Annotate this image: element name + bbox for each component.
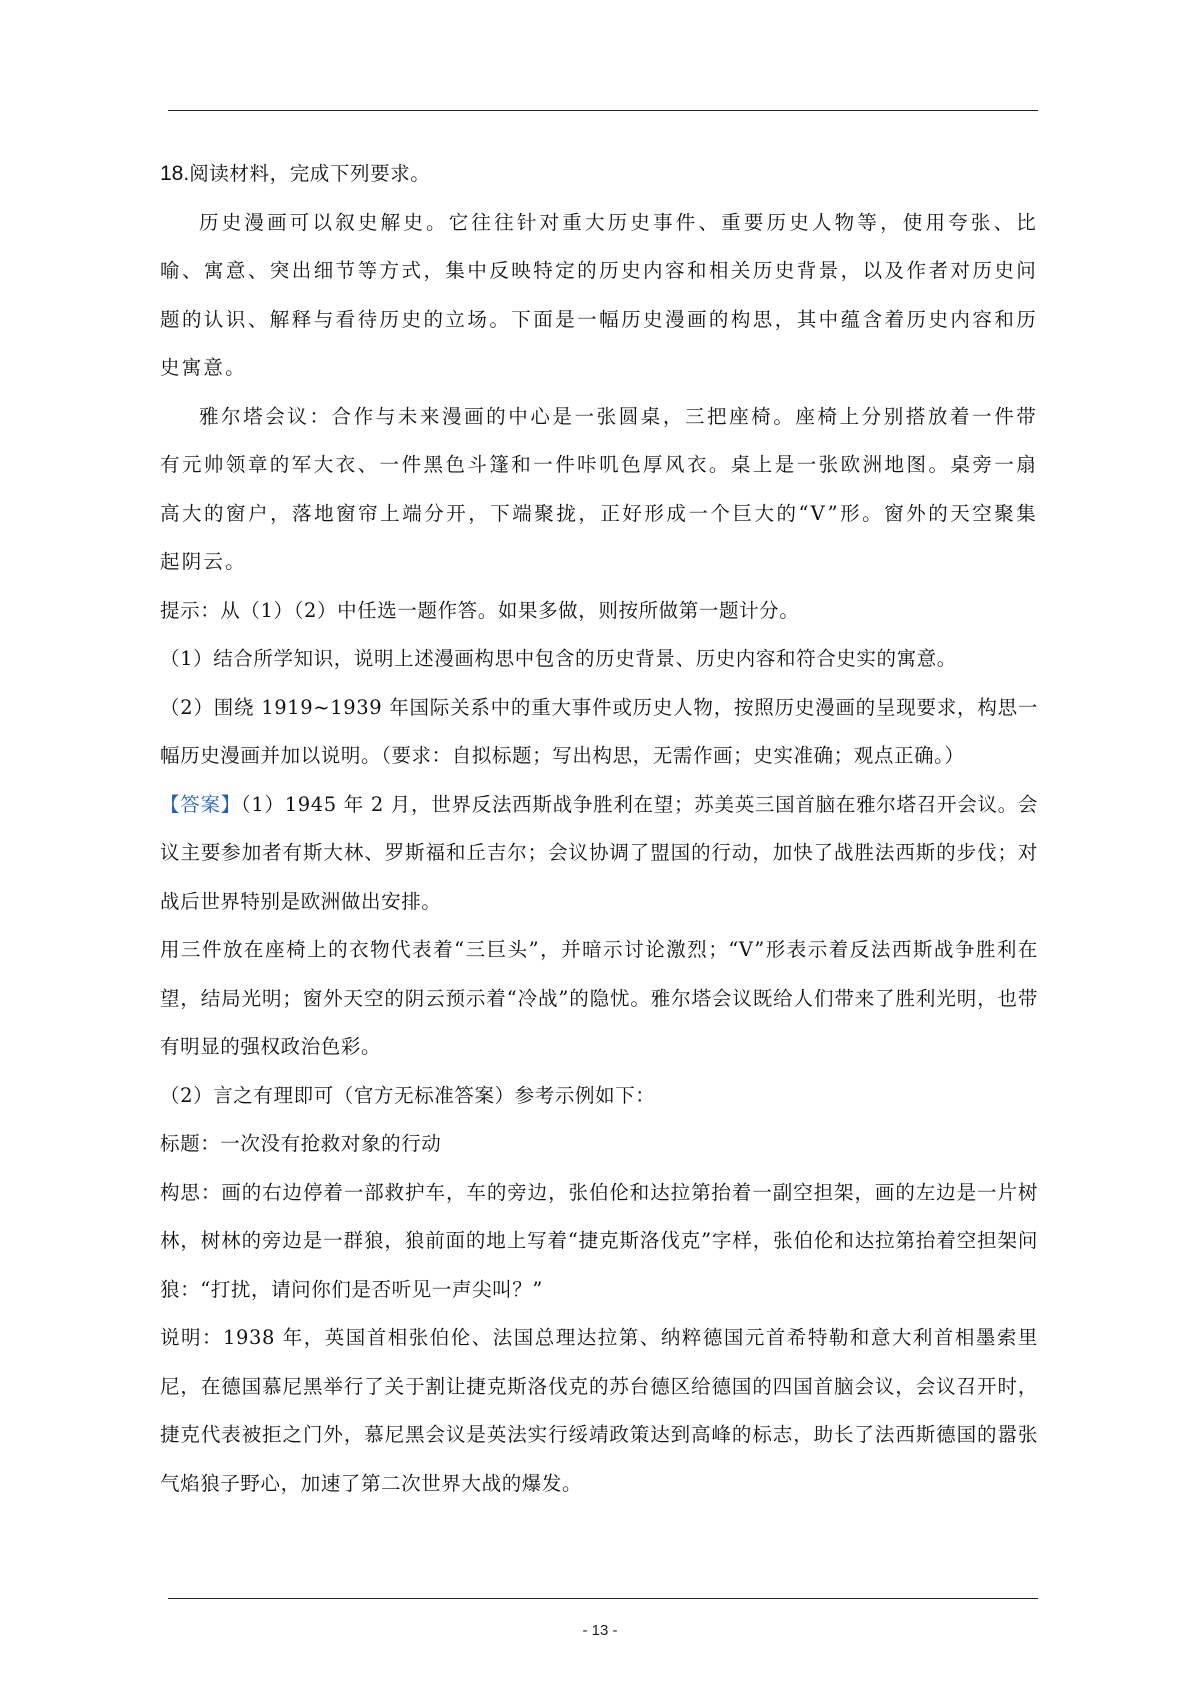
answer-explanation: 说明：1938 年，英国首相张伯伦、法国总理达拉第、纳粹德国元首希特勒和意大利首相墨索里尼，在德国慕尼黑举行了关于割让捷克斯洛伐克的苏台德区给德国的四国首脑会议，会议召开时，捷克代表被拒之门外，慕尼黑会议是英法实行绥靖政策达到高峰的标志，助长了法西斯德国的嚣张气焰狼子野心，加速了第二次世界大战的爆发。 (160, 1326, 1038, 1495)
material-paragraph-2: 雅尔塔会议：合作与未来漫画的中心是一张圆桌，三把座椅。座椅上分别搭放着一件带有元帅领章的军大衣、一件黑色斗篷和一件咔叽色厚风衣。桌上是一张欧洲地图。桌旁一扇高大的窗户，落地窗帘上端分开，下端聚拢，正好形成一个巨大的“V”形。窗外的天空聚集起阴云。 (160, 404, 1038, 573)
answer-concept: 构思：画的右边停着一部救护车，车的旁边，张伯伦和达拉第抬着一副空担架，画的左边是一片树林，树林的旁边是一群狼，狼前面的地上写着“捷克斯洛伐克”字样，张伯伦和达拉第抬着空担架问狼：“打扰，请问你们是否听见一声尖叫？” (160, 1180, 1038, 1301)
answer-title-line: 标题：一次没有抢救对象的行动 (160, 1132, 442, 1155)
question-prompt (160, 150, 1038, 199)
page-number: - 13 - (582, 1622, 618, 1639)
sub-question-2: （2）围绕 1919~1939 年国际关系中的重大事件或历史人物，按照历史漫画的呈现要求，构思一幅历史漫画并加以说明。（要求：自拟标题；写出构思，无需作画；史实准确；观点正确。） (160, 695, 1038, 767)
question-number: 18. (160, 162, 190, 185)
hint-text: 提示：从（1）（2）中任选一题作答。如果多做，则按所做第一题计分。 (160, 598, 800, 622)
answer-paragraph-3: （2）言之有理即可（官方无标准答案）参考示例如下： (160, 1083, 656, 1107)
answer-text-1: （1）1945 年 2 月，世界反法西斯战争胜利在望；苏美英三国首脑在雅尔塔召开会议。会议主要参加者有斯大林、罗斯福和丘吉尔；会议协调了盟国的行动，加快了战胜法西斯的步伐；对战后世界特别是欧洲做出安排。 (160, 792, 1038, 913)
answer-paragraph-2: 用三件放在座椅上的衣物代表着“三巨头”，并暗示讨论激烈；“V”形表示着反法西斯战争胜利在望，结局光明；窗外天空的阴云预示着“冷战”的隐忧。雅尔塔会议既给人们带来了胜利光明，也带有明显的强权政治色彩。 (160, 938, 1038, 1058)
page-content (160, 150, 1038, 1508)
header-rule (168, 110, 1038, 111)
question-prompt-text: 阅读材料，完成下列要求。 (189, 162, 431, 185)
answer-paragraph-1 (160, 781, 1038, 927)
footer-rule (168, 1598, 1038, 1599)
sub-question-1: （1）结合所学知识，说明上述漫画构思中包含的历史背景、历史内容和符合史实的寓意。 (160, 647, 957, 670)
material-paragraph-1: 历史漫画可以叙史解史。它往往针对重大历史事件、重要历史人物等，使用夸张、比喻、寓意、突出细节等方式，集中反映特定的历史内容和相关历史背景，以及作者对历史问题的认识、解释与看待历史的立场。下面是一幅历史漫画的构思，其中蕴含着历史内容和历史寓意。 (160, 210, 1038, 379)
answer-tag: 【答案】 (160, 792, 241, 816)
